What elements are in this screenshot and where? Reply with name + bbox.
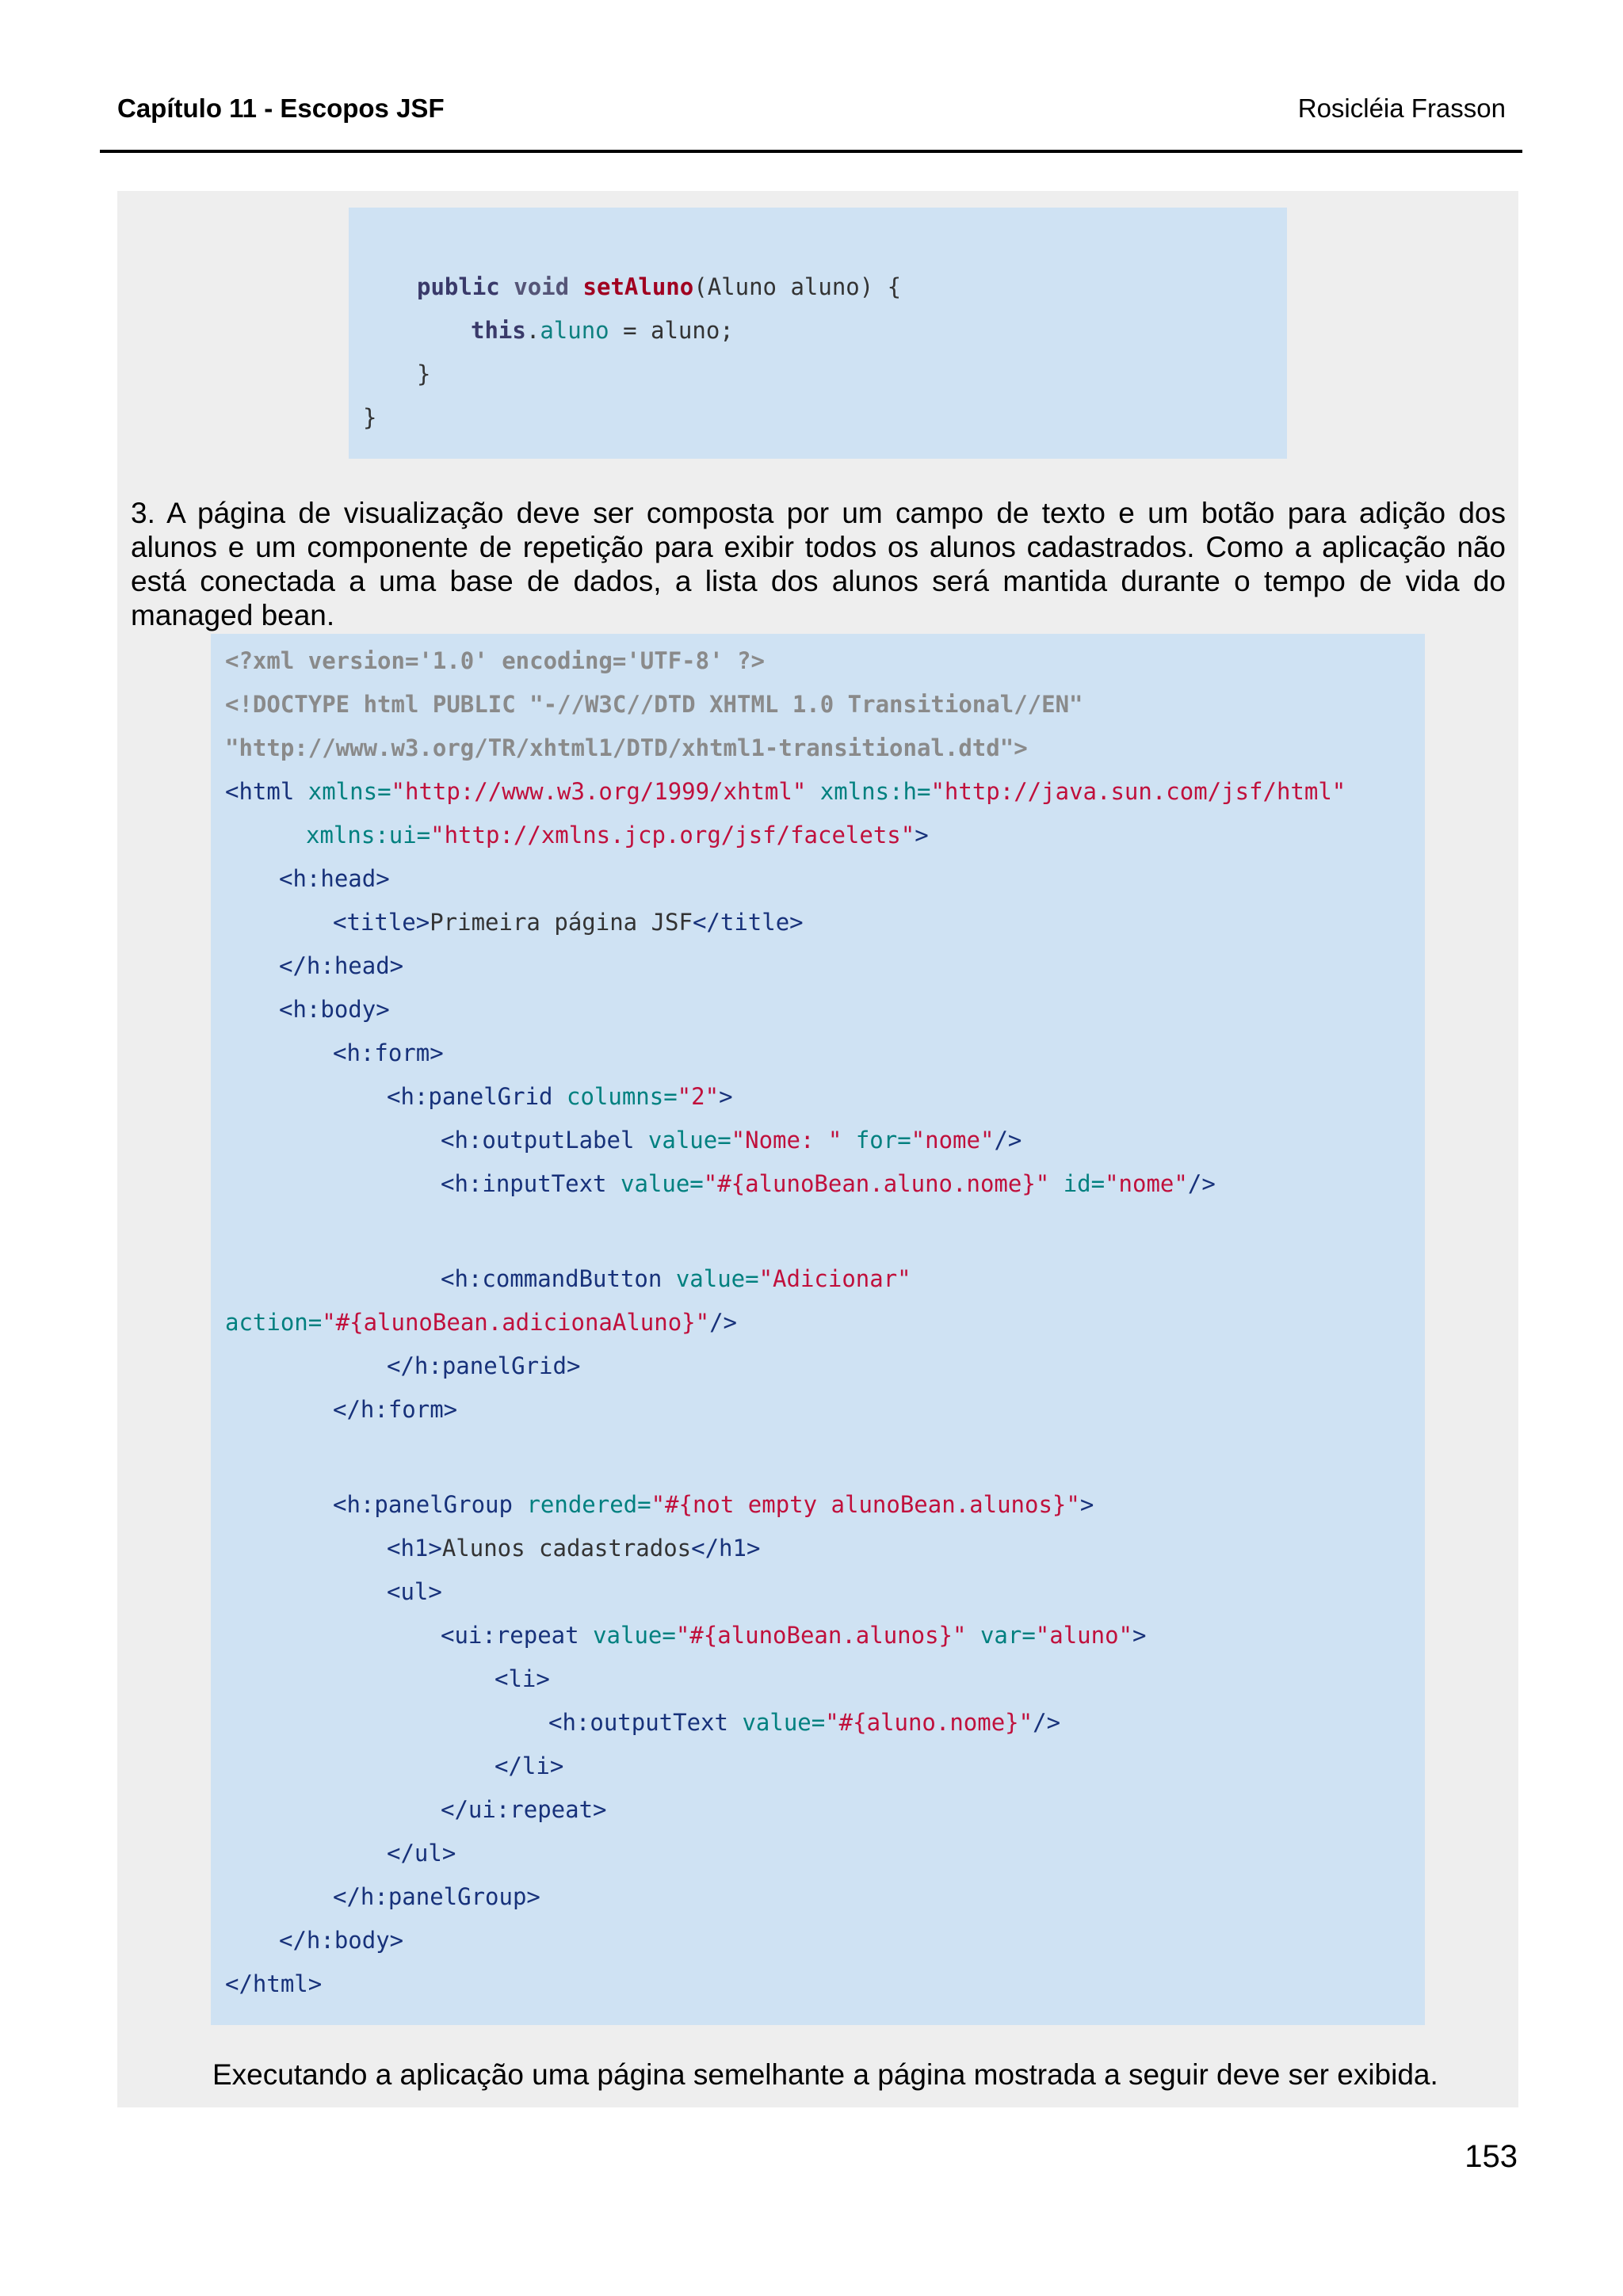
code-token: "#{aluno.nome}" — [825, 1709, 1033, 1736]
code-token: var= — [966, 1622, 1036, 1649]
setaluno-code-line — [363, 404, 376, 431]
code-token: xmlns= — [307, 778, 391, 805]
code-token: Alunos cadastrados — [441, 1535, 692, 1562]
code-token: public — [417, 273, 500, 300]
code-token: aluno — [540, 317, 609, 344]
code-token: value= — [593, 1622, 676, 1649]
xhtml-code-line — [333, 909, 804, 936]
code-token: </h:head> — [279, 952, 404, 979]
xhtml-code-line — [306, 822, 929, 849]
code-token: "http://www.w3.org/1999/xhtml" — [391, 778, 807, 805]
xhtml-code-line — [495, 1753, 563, 1779]
code-token: "nome" — [911, 1127, 995, 1154]
xhtml-code-line — [333, 1491, 1094, 1518]
code-token: void — [514, 273, 570, 300]
code-token: . — [525, 317, 540, 344]
code-token: <h:panelGrid — [387, 1083, 567, 1110]
code-token: <h:outputLabel — [441, 1127, 648, 1154]
code-token: <h:commandButton — [441, 1265, 676, 1292]
code-token: > — [915, 822, 929, 849]
header-divider — [100, 150, 1522, 153]
code-token: "nome" — [1105, 1170, 1188, 1197]
code-token: xmlns:h= — [806, 778, 931, 805]
xhtml-code-line — [441, 1170, 1216, 1197]
code-token: } — [417, 360, 431, 387]
xhtml-code-line — [279, 865, 390, 892]
code-token: <h:body> — [279, 996, 390, 1023]
code-token: value= — [647, 1127, 731, 1154]
closing-paragraph: Executando a aplicação uma página semelhante a página mostrada a seguir deve ser exibida. — [212, 2058, 1438, 2091]
page-number: 153 — [1465, 2139, 1518, 2174]
xhtml-code-line — [387, 1578, 442, 1605]
code-token: <h:outputText — [548, 1709, 743, 1736]
code-token: > — [719, 1083, 733, 1110]
xhtml-code-line — [279, 1927, 403, 1954]
code-token: </ui:repeat> — [441, 1796, 607, 1823]
xhtml-code-line — [225, 778, 1346, 805]
code-token: "http://java.sun.com/jsf/html" — [930, 778, 1346, 805]
xhtml-code-line — [387, 1352, 580, 1379]
code-token: value= — [675, 1265, 759, 1292]
code-token: /> — [1187, 1170, 1216, 1197]
code-token: <h1> — [387, 1535, 442, 1562]
code-token: <!DOCTYPE html PUBLIC "-//W3C//DTD XHTML 1.0 Transitional//EN" — [225, 691, 1083, 718]
code-token — [500, 273, 514, 300]
code-token: "Adicionar" — [758, 1265, 911, 1292]
xhtml-code-line — [495, 1665, 550, 1692]
code-token: <li> — [495, 1665, 550, 1692]
setaluno-code-line — [417, 273, 901, 300]
xhtml-code-line — [387, 1840, 456, 1867]
xhtml-code-line — [279, 952, 403, 979]
code-token: </h1> — [691, 1535, 761, 1562]
code-token: /> — [994, 1127, 1022, 1154]
xhtml-code-line — [387, 1535, 760, 1562]
code-token: "2" — [677, 1083, 720, 1110]
code-token: value= — [742, 1709, 826, 1736]
code-token: <h:panelGroup — [333, 1491, 527, 1518]
author-name: Rosicléia Frasson — [1297, 93, 1506, 123]
code-token: /> — [1033, 1709, 1061, 1736]
code-token: "#{alunoBean.adicionaAluno}" — [322, 1309, 710, 1336]
xhtml-code-line — [333, 1396, 457, 1423]
code-token: <h:head> — [279, 865, 390, 892]
code-token: xmlns:ui= — [306, 822, 431, 849]
setaluno-code-line — [471, 317, 734, 344]
xhtml-code-line — [225, 734, 1028, 761]
xhtml-code-line — [548, 1709, 1060, 1736]
xhtml-code-line — [441, 1265, 911, 1292]
xhtml-code-line — [441, 1127, 1022, 1154]
code-token: action= — [225, 1309, 323, 1336]
xhtml-code-line — [225, 691, 1083, 718]
code-token: id= — [1049, 1170, 1106, 1197]
code-token: "Nome: " — [731, 1127, 842, 1154]
code-token: setAluno — [582, 273, 694, 300]
setaluno-code-line — [417, 360, 430, 387]
xhtml-code-line — [225, 647, 765, 674]
code-token: columns= — [566, 1083, 678, 1110]
code-token: <h:form> — [333, 1039, 444, 1066]
code-token: <ui:repeat — [441, 1622, 594, 1649]
code-token: </h:panelGroup> — [333, 1883, 540, 1910]
code-token: "#{alunoBean.alunos}" — [675, 1622, 967, 1649]
paragraph-step-3: 3. A página de visualização deve ser composta por um campo de texto e um botão para adição dos alunos e um componente de repetição para exibir todos os alunos cadastrados. Como a aplicação não está conectada a uma base de dados, a lista dos alunos será mantida durante o tempo de vida do managed bean. — [131, 497, 1506, 631]
code-token: "#{alunoBean.aluno.nome}" — [703, 1170, 1050, 1197]
code-token: <title> — [333, 909, 430, 936]
code-token: this — [471, 317, 526, 344]
code-token: </ul> — [387, 1840, 456, 1867]
chapter-title: Capítulo 11 - Escopos JSF — [117, 93, 445, 123]
code-token: for= — [842, 1127, 911, 1154]
code-token: <h:inputText — [441, 1170, 621, 1197]
code-token: "#{not empty alunoBean.alunos}" — [651, 1491, 1080, 1518]
code-token: "http://www.w3.org/TR/xhtml1/DTD/xhtml1-transitional.dtd"> — [225, 734, 1028, 761]
xhtml-code-line — [225, 1309, 737, 1336]
xhtml-code-line — [333, 1039, 444, 1066]
xhtml-code-line — [387, 1083, 733, 1110]
code-token: "aluno" — [1035, 1622, 1133, 1649]
code-token: Primeira página JSF — [430, 909, 693, 936]
code-token: <?xml version='1.0' encoding='UTF-8' ?> — [225, 647, 765, 674]
code-token: } — [363, 404, 377, 431]
code-token: > — [1132, 1622, 1147, 1649]
code-token: <html — [225, 778, 308, 805]
code-token: rendered= — [526, 1491, 651, 1518]
code-token: </h:panelGrid> — [387, 1352, 581, 1379]
code-token: </html> — [225, 1970, 323, 1997]
xhtml-code-line — [225, 1970, 322, 1997]
code-token — [569, 273, 582, 300]
code-token: = aluno; — [609, 317, 734, 344]
code-token: /> — [709, 1309, 738, 1336]
code-token: </li> — [495, 1753, 564, 1779]
code-token: </h:form> — [333, 1396, 458, 1423]
code-token: <ul> — [387, 1578, 442, 1605]
xhtml-code-line — [441, 1622, 1146, 1649]
code-token: (Aluno aluno) { — [693, 273, 902, 300]
code-token: </h:body> — [279, 1927, 404, 1954]
code-token: > — [1079, 1491, 1094, 1518]
xhtml-code-line — [279, 996, 390, 1023]
xhtml-code-line — [333, 1883, 540, 1910]
xhtml-code-line — [441, 1796, 607, 1823]
code-token: </title> — [692, 909, 804, 936]
code-token: value= — [620, 1170, 704, 1197]
code-token: "http://xmlns.jcp.org/jsf/facelets" — [430, 822, 915, 849]
